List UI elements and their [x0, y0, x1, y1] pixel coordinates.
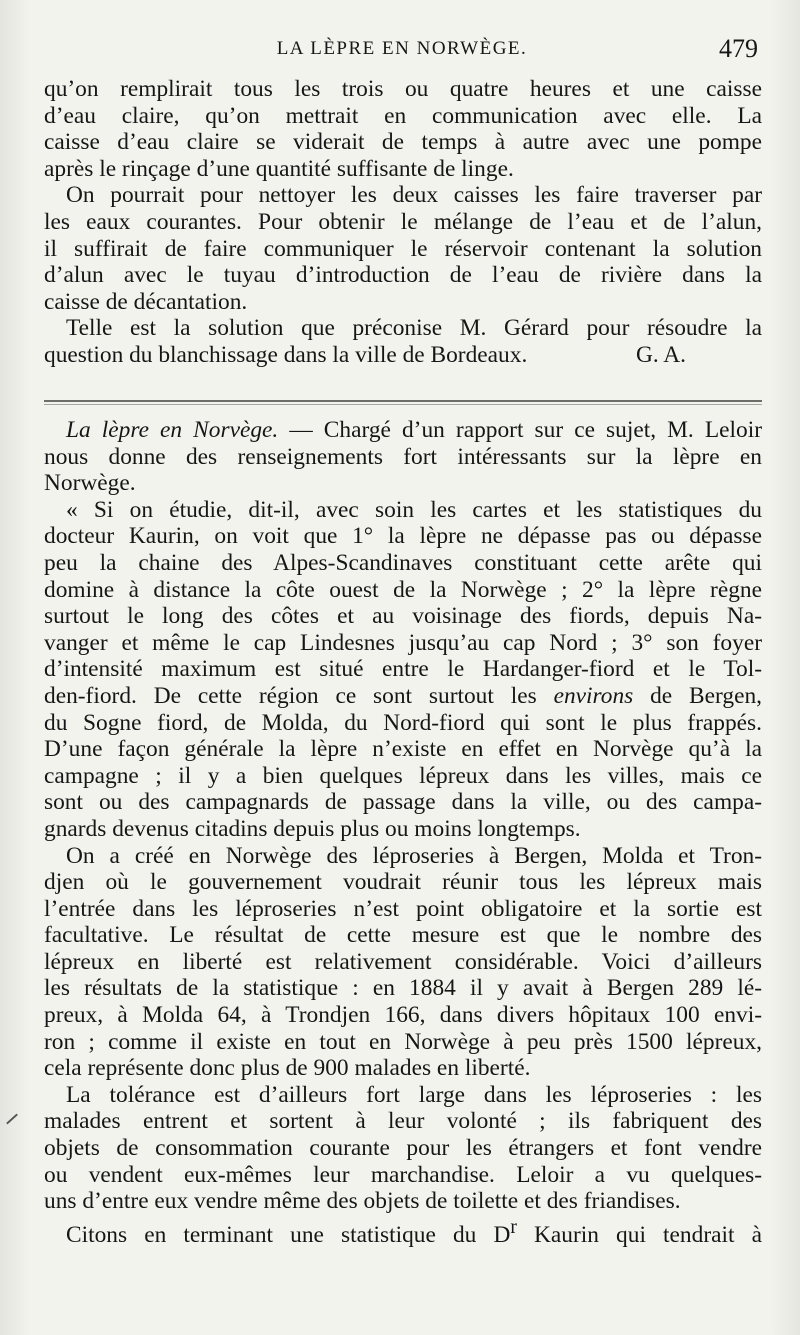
- text-line: ou vendent eux-mêmes leur marchandise. Leloir a vu quelques-: [44, 1161, 762, 1188]
- superscript: r: [510, 1216, 517, 1238]
- section-divider: [44, 400, 762, 402]
- text-line: caisse d’eau claire se viderait de temps à autre avec une pompe: [44, 129, 762, 156]
- text-segment: de Bergen,: [633, 682, 762, 709]
- text-line: docteur Kaurin, on voit que 1° la lèpre ne dépasse pas ou dépasse: [44, 523, 762, 550]
- running-title: LA LÈPRE EN NORWÈGE.: [276, 38, 528, 59]
- text-segment: Citons en terminant une statistique du D: [66, 1221, 511, 1248]
- running-head: [44, 34, 760, 64]
- text-line: « Si on étudie, dit-il, avec soin les cartes et les statistiques du: [66, 496, 762, 523]
- text-line: les eaux courantes. Pour obtenir le mélange de l’eau et de l’alun,: [44, 208, 762, 235]
- text-segment: den-fiord. De cette région ce sont surtout les: [44, 682, 554, 709]
- signed-line: [44, 342, 762, 369]
- text-line: D’une façon générale la lèpre n’existe en effet en Norvège qu’à la: [44, 736, 762, 763]
- text-line: d’alun avec le tuyau d’introduction de l’eau de rivière dans la: [44, 262, 762, 289]
- margin-mark: [6, 1114, 18, 1125]
- text-line: malades entrent et sortent à leur volonté ; ils fabriquent des: [44, 1108, 762, 1135]
- article-body: [44, 417, 762, 1248]
- signed-line-text: question du blanchissage dans la ville de Bordeaux.: [44, 341, 528, 368]
- author-signature: G. A.: [635, 341, 686, 368]
- page-number: 479: [719, 34, 758, 63]
- article-first-line-text: — Chargé d’un rapport sur ce sujet, M. Leloir: [278, 417, 762, 443]
- text-line: qu’on remplirait tous les trois ou quatre heures et une caisse: [44, 76, 762, 102]
- text-line: cela représente donc plus de 900 malades en liberté.: [44, 1055, 531, 1082]
- text-line: [44, 683, 762, 710]
- text-line: lépreux en liberté est relativement considérable. Voici d’ailleurs: [44, 948, 762, 975]
- text-line: vanger et même le cap Lindesnes jusqu’au cap Nord ; 3° son foyer: [44, 629, 762, 656]
- text-line: après le rinçage d’une quantité suffisante de linge.: [44, 155, 514, 182]
- text-line: surtout le long des côtes et au voisinage des fiords, depuis Na-: [44, 603, 762, 630]
- text-line: facultative. Le résultat de cette mesure est que le nombre des: [44, 922, 762, 949]
- text-line: Norwège.: [44, 470, 136, 497]
- text-line: domine à distance la côte ouest de la Norwège ; 2° la lèpre règne: [44, 576, 762, 603]
- text-line: d’intensité maximum est situé entre le Hardanger-fiord et le Tol-: [44, 656, 762, 683]
- text-line: [44, 1215, 762, 1248]
- text-line: ron ; comme il existe en tout en Norwège à peu près 1500 lépreux,: [44, 1028, 762, 1055]
- text-line: d’eau claire, qu’on mettrait en communication avec elle. La: [44, 102, 762, 129]
- text-segment: Kaurin qui tendrait à: [516, 1221, 762, 1248]
- text-line: gnards devenus citadins depuis plus ou moins longtemps.: [44, 815, 581, 842]
- article-title: La lèpre en Norvège.: [66, 417, 279, 443]
- text-line: preux, à Molda 64, à Trondjen 166, dans divers hôpitaux 100 envi-: [44, 1002, 762, 1029]
- text-line: il suffirait de faire communiquer le réservoir contenant la solution: [44, 235, 762, 262]
- text-line: uns d’entre eux vendre même des objets de toilette et des friandises.: [44, 1188, 681, 1215]
- text-line: objets de consommation courante pour les étrangers et font vendre: [44, 1135, 762, 1162]
- text-line: sont ou des campagnards de passage dans la ville, ou des campa-: [44, 789, 762, 816]
- text-line: peu la chaine des Alpes-Scandinaves constituant cette arête qui: [44, 549, 762, 576]
- text-line: les résultats de la statistique : en 1884 il y avait à Bergen 289 lé-: [44, 975, 762, 1002]
- text-line: nous donne des renseignements fort intéressants sur la lèpre en: [44, 443, 762, 470]
- emphasized-word: environs: [553, 682, 634, 709]
- article-first-line: [44, 417, 762, 444]
- text-line: On pourrait pour nettoyer les deux caisses les faire traverser par: [66, 182, 762, 209]
- previous-article-end: [44, 76, 762, 369]
- text-line: Telle est la solution que préconise M. Gérard pour résoudre la: [66, 315, 762, 342]
- text-line: caisse de décantation.: [44, 288, 248, 315]
- text-line: La tolérance est d’ailleurs fort large dans les léproseries : les: [66, 1081, 762, 1108]
- text-line: djen où le gouvernement voudrait réunir tous les lépreux mais: [44, 869, 762, 896]
- text-line: campagne ; il y a bien quelques lépreux dans les villes, mais ce: [44, 762, 762, 789]
- text-line: du Sogne fiord, de Molda, du Nord-fiord qui sont le plus frappés.: [44, 709, 762, 736]
- text-line: l’entrée dans les léproseries n’est point obligatoire et la sortie est: [44, 895, 762, 922]
- text-line: On a créé en Norwège des léproseries à Bergen, Molda et Tron-: [66, 842, 762, 869]
